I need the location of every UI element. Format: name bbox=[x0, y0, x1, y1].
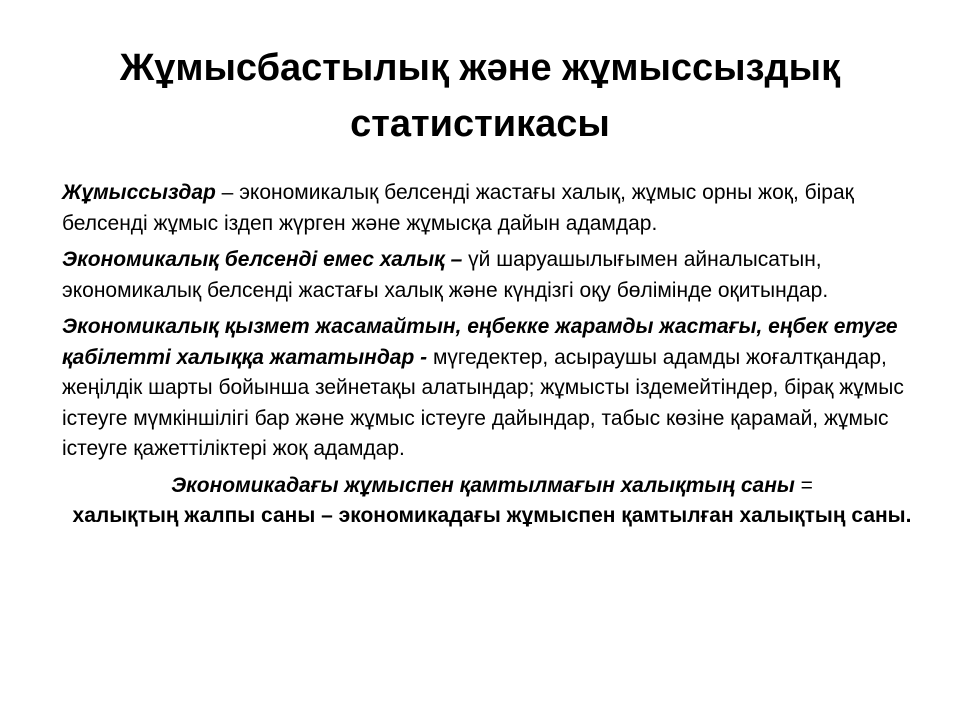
definition-text: – экономикалық белсенді жастағы халық, жұмыс орны жоқ, бірақ белсенді жұмыс іздеп жүрген және жұмысқа дайын адамдар. bbox=[62, 181, 854, 235]
formula-rhs: халықтың жалпы саны – экономикадағы жұмыспен қамтылған халықтың саны. bbox=[72, 503, 912, 527]
title-line-1: Жұмысбастылық және жұмыссыздық bbox=[119, 47, 841, 89]
definition-paragraph bbox=[62, 312, 922, 465]
definition-paragraph bbox=[62, 245, 922, 306]
formula bbox=[62, 471, 922, 531]
formula-lhs: Экономикадағы жұмыспен қамтылмағын халықтың саны bbox=[171, 473, 795, 497]
formula-equals: = bbox=[794, 473, 813, 497]
slide-title bbox=[60, 40, 900, 152]
definition-text: мүгедектер, асыраушы адамды жоғалтқандар, жеңілдік шарты бойынша зейнетақы алатындар; жұмысты іздемейтіндер, бірақ жұмыс істеуге мүмкіншілігі бар және жұмыс істеуге дайындар, табыс көзіне қарамай, жұмыс істеуге қажеттіліктері жоқ адамдар. bbox=[62, 345, 904, 460]
definition-term: Экономикалық белсенді емес халық – bbox=[62, 248, 463, 271]
slide-body bbox=[62, 178, 922, 531]
title-line-2: статистикасы bbox=[350, 103, 610, 145]
definition-term: Экономикалық қызмет жасамайтын, еңбекке жарамды жастағы, еңбек етуге қабілетті халыққа жататындар - bbox=[62, 315, 898, 369]
definition-term: Жұмыссыздар bbox=[62, 181, 216, 204]
definition-text: үй шаруашылығымен айналысатын, экономикалық белсенді жастағы халық және күндізгі оқу бөлімінде оқитындар. bbox=[62, 248, 829, 302]
definition-paragraph bbox=[62, 178, 922, 239]
